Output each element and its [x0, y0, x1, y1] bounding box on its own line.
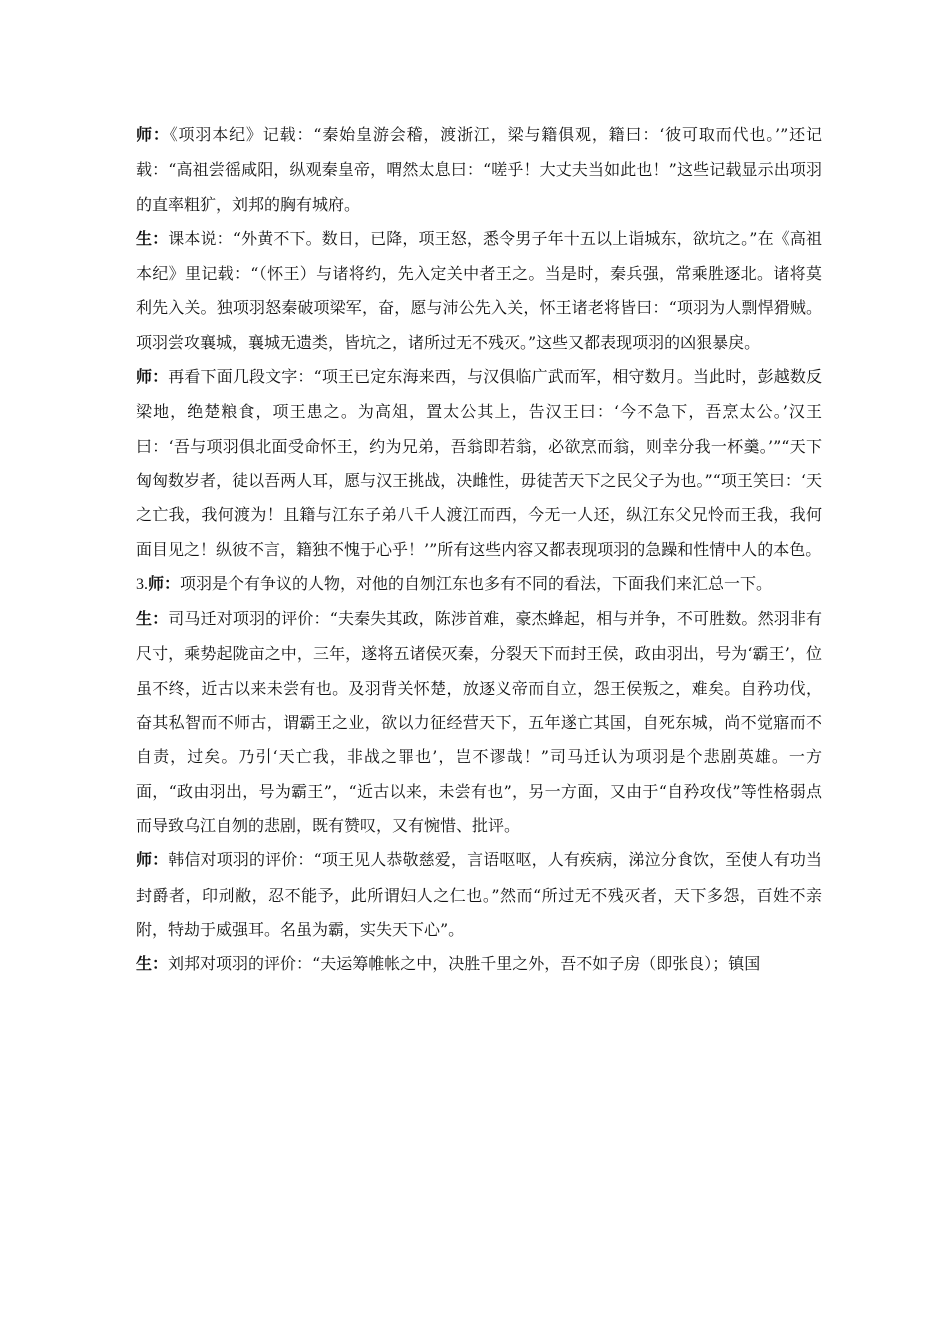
speaker-label: 生： [136, 228, 169, 248]
paragraph-number: 3. [136, 575, 148, 593]
paragraph-text: 课本说：“外黄不下。数日，已降，项王怒，悉令男子年十五以上诣城东，欲坑之。”在《高祖本纪》里记载：“（怀王）与诸将约，先入定关中者王之。当是时，秦兵强，常乘胜逐北。诸将莫利先入关。独项羽怒秦破项梁军，奋，愿与沛公先入关，怀王诸老将皆曰：“项羽为人剽悍猾贼。项羽尝攻襄城，襄城无遗类，皆坑之，诸所过无不残灭。”这些又都表现项羽的凶狠暴戾。 [136, 228, 822, 352]
speaker-label: 生： [136, 954, 169, 974]
paragraph-text: 再看下面几段文字：“项王已定东海来西，与汉俱临广武而军，相守数月。当此时，彭越数反梁地，绝楚粮食，项王患之。为高俎，置太公其上，告汉王曰：‘今不急下，吾烹太公。’汉王曰：‘吾与项羽俱北面受命怀王，约为兄弟，吾翁即若翁，必欲烹而翁，则幸分我一杯羹。’”“天下匈匈数岁者，徒以吾两人耳，愿与汉王挑战，决雌性，毋徒苦天下之民父子为也。”“项王笑曰：‘天之亡我，我何渡为！且籍与江东子弟八千人渡江而西，今无一人还，纵江东父兄怜而王我，我何面目见之！纵彼不言，籍独不愧于心乎！’”所有这些内容又都表现项羽的急躁和性情中人的本色。 [136, 367, 822, 559]
speaker-label: 生： [136, 609, 169, 629]
paragraph-text: 司马迁对项羽的评价：“夫秦失其政，陈涉首难，豪杰蜂起，相与并争，不可胜数。然羽非有尺寸，乘势起陇亩之中，三年，遂将五诸侯灭秦，分裂天下而封王侯，政由羽出，号为‘霸王’，位虽不终，近古以来未尝有也。及羽背关怀楚，放逐义帝而自立，怨王侯叛之，难矣。自矜功伐，奋其私智而不师古，谓霸王之业，欲以力征经营天下，五年遂亡其国，自死东城，尚不觉寤而不自责，过矣。乃引‘天亡我，非战之罪也’，岂不谬哉！”司马迁认为项羽是个悲剧英雄。一方面，“政由羽出，号为霸王”，“近古以来，未尝有也”，另一方面，又由于“自矜攻伐”等性格弱点而导致乌江自刎的悲剧，既有赞叹，又有惋惜、批评。 [136, 609, 822, 835]
paragraph-text: 刘邦对项羽的评价：“夫运筹帷帐之中，决胜千里之外，吾不如子房（即张良）；镇国 [168, 954, 761, 974]
paragraph-student-1 [136, 222, 822, 360]
speaker-label: 师： [148, 573, 181, 593]
paragraph-text: 《项羽本纪》记载：“秦始皇游会稽，渡浙江，梁与籍俱观，籍曰：‘彼可取而代也。’”还记载：“高祖尝徭咸阳，纵观秦皇帝，喟然太息曰：“嗟乎！大丈夫当如此也！”这些记载显示出项羽的直率粗犷，刘邦的胸有城府。 [136, 125, 822, 214]
paragraph-student-3 [136, 947, 822, 982]
paragraph-teacher-2 [136, 360, 822, 567]
paragraph-teacher-4 [136, 843, 822, 947]
paragraph-teacher-3 [136, 567, 822, 602]
paragraph-student-2 [136, 602, 822, 843]
document-page [136, 118, 822, 982]
paragraph-text: 韩信对项羽的评价：“项王见人恭敬慈爱，言语呕呕，人有疾病，涕泣分食饮，至使人有功当封爵者，印刓敝，忍不能予，此所谓妇人之仁也。”然而“所过无不残灭者，天下多怨，百姓不亲附，特劫于威强耳。名虽为霸，实失天下心”。 [136, 850, 822, 939]
speaker-label: 师： [136, 367, 169, 387]
speaker-label: 师： [136, 125, 170, 144]
speaker-label: 师： [136, 850, 169, 870]
paragraph-text: 项羽是个有争议的人物，对他的自刎江东也多有不同的看法，下面我们来汇总一下。 [180, 573, 773, 593]
paragraph-teacher-1 [136, 118, 822, 222]
